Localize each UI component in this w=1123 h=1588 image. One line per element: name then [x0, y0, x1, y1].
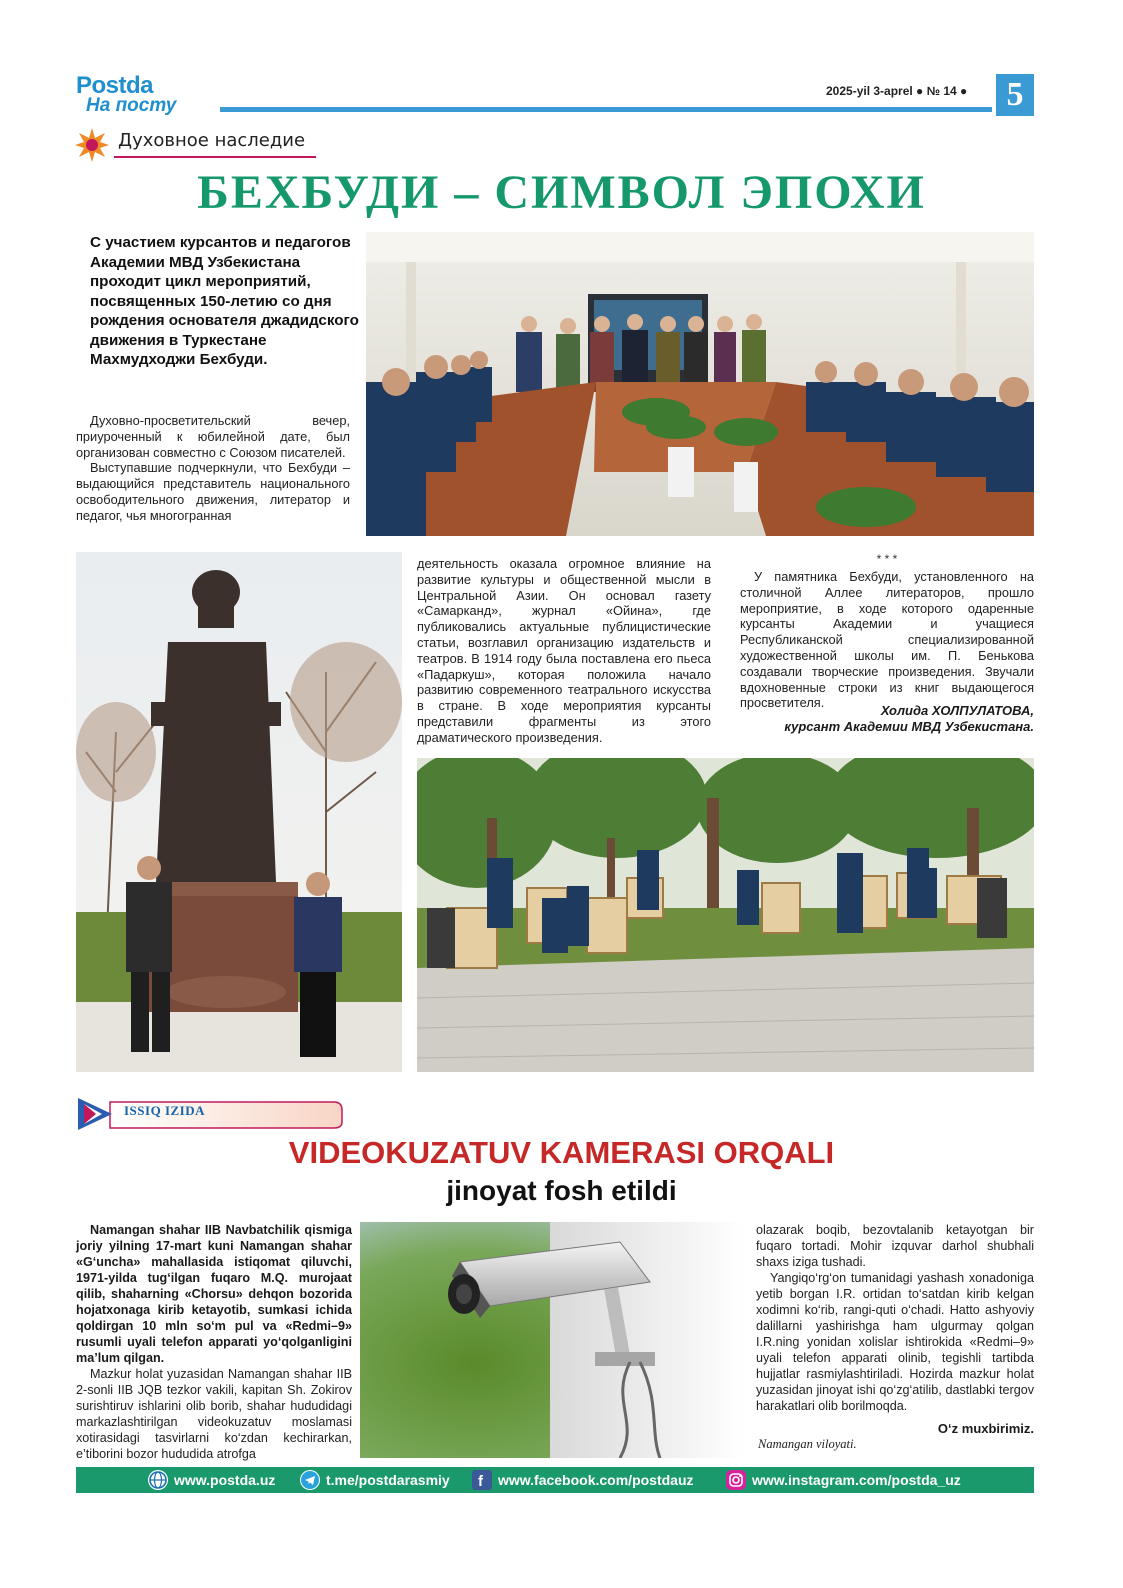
page-number: 5 — [996, 74, 1034, 116]
article-lead: С участием курсантов и педагогов Академии МВД Узбекистана проходит цикл мероприятий, посвященных 150-летию со дня рождения основателя джадидского движения в Туркестане Махмудходжи Бехбуди. — [90, 234, 359, 368]
section-separator: * * * — [876, 552, 898, 566]
article-column-2 — [417, 556, 711, 746]
footer-bar — [76, 1467, 1034, 1493]
article2-subheadline: jinoyat fosh etildi — [446, 1175, 677, 1206]
telegram-icon — [300, 1470, 320, 1490]
newspaper-logo — [76, 74, 176, 115]
rubric-label-2: ISSIQ IZIDA — [124, 1103, 206, 1118]
article2-lead: Namangan shahar IIB Navbatchilik qismiga joriy yilning 17-mart kuni Namangan shahar «G‘uncha» mahallasida istiqomat qiluvchi, 1971-yilda tug‘ilgan fuqaro M.Q. murojaat qilib, shaharning «Chorsu» dehqon bozorida hojatxonaga kirib ketayotib, sumkasi ichida qoldirgan 10 mln so‘m pul va «Redmi–9» rusumli uyali telefon apparati yo‘qolganligini ma’lum qilgan. — [76, 1223, 352, 1365]
issue-info: 2025-yil 3-aprel ● № 14 ● — [826, 84, 968, 98]
paragraph: деятельность оказала огромное влияние на развитие культуры и общественной мысли в Центральной Азии. Он основал газету «Самарканд», журнал «Ойина», где публиковались актуальные публицистические статьи, возглавил организацию издательств и театров. В 1914 году была поставлена его пьеса «Падаркуш», которая положила начало развитию современного театрального искусства в стране. В ходе мероприятия курсанты представили фрагменты из этого драматического произведения. — [417, 556, 711, 745]
rubric-underline — [114, 156, 316, 158]
footer-instagram-link[interactable] — [726, 1467, 961, 1493]
article-column-1 — [76, 413, 350, 524]
footer-facebook-text: www.facebook.com/postdauz — [498, 1472, 694, 1488]
instagram-icon — [726, 1470, 746, 1490]
author-title: курсант Академии МВД Узбекистана. — [784, 719, 1034, 734]
logo-title: Postda — [76, 72, 154, 99]
article2-headline: VIDEOKUZATUV KAMERASI ORQALI — [288, 1135, 835, 1170]
article2-column-2 — [756, 1222, 1034, 1414]
rubric-tag-shape — [76, 1096, 344, 1132]
footer-instagram-text: www.instagram.com/postda_uz — [752, 1472, 961, 1488]
article-headline: БЕХБУДИ – СИМВОЛ ЭПОХИ — [197, 166, 926, 219]
paragraph: olazarak boqib, bezovtalanib ketayotgan bir fuqaro tortadi. Mohir izquvar darhol shubhali shaxs iziga tushadi. — [756, 1223, 1034, 1269]
author-signature — [740, 703, 1034, 735]
rubric-star-icon — [74, 127, 110, 163]
photo-park-easels — [417, 758, 1034, 1072]
article-column-3 — [740, 569, 1034, 711]
header-rule — [220, 107, 992, 112]
footer-facebook-link[interactable] — [472, 1467, 694, 1493]
author-name: Холида ХОЛПУЛАТОВА, — [880, 703, 1034, 718]
footer-website-link[interactable] — [148, 1467, 275, 1493]
photo-conference-room — [366, 232, 1034, 536]
paragraph: Yangiqo‘rg‘on tumanidagi yashash xonadoniga yetib borgan I.R. ortidan to‘satdan kirib kelgan xodimni ko‘rib, rangi-quti o‘chadi. Hatto ashyoviy dalillarni yashirishga ham ulgurmay qolgan I.R.ning yonidan xolislar ishtirokida «Redmi–9» uyali telefon apparati olinib, tegishli tartibda hujjatlar rasmiylashtiriladi. Hozirda mazkur holat yuzasidan jinoyat ishi qo‘zg‘atilib, dastlabki tergov harakatlari olib borilmoqda. — [756, 1271, 1034, 1413]
logo-subtitle: На посту — [86, 95, 177, 116]
paragraph: Выступавшие подчеркнули, что Бехбуди – выдающийся представитель национального освободительного движения, литератор и педагог, чья многогранная — [76, 460, 350, 523]
paragraph: Mazkur holat yuzasidan Namangan shahar IIB 2-sonli IIB JQB tezkor vakili, kapitan Sh. Zokirov surishtiruv ishlarini olib borib, shahar hududidagi markazlashtirilgan videokuzatuv moslamasi xotirasidagi tasvirlarni ko‘zdan kechirarkan, e’tiborini bozor hududida atrofga — [76, 1367, 352, 1461]
photo-behbudi-monument — [76, 552, 402, 1072]
article2-signature: O‘z muxbirimiz. — [937, 1421, 1034, 1436]
article2-column-1 — [76, 1366, 352, 1462]
footer-telegram-text: t.me/postdarasmiy — [326, 1472, 450, 1488]
photo-cctv-camera — [360, 1222, 744, 1458]
footer-telegram-link[interactable] — [300, 1467, 450, 1493]
article2-place: Namangan viloyati. — [758, 1437, 857, 1451]
svg-text:f: f — [478, 1473, 483, 1490]
facebook-icon — [472, 1470, 492, 1490]
rubric-label: Духовное наследие — [118, 130, 306, 151]
footer-website-text: www.postda.uz — [174, 1472, 276, 1488]
paragraph: Духовно-просветительский вечер, приуроченный к юбилейной дате, был организован совместно с Союзом писателей. — [76, 413, 350, 460]
paragraph: У памятника Бехбуди, установленного на столичной Аллее литераторов, прошло мероприятие, в ходе которого одаренные курсанты Академии и учащиеся Республиканской специализированной художественной школы им. П. Бенькова создавали творческие произведения. Звучали вдохновенные строки из книг выдающегося просветителя. — [740, 569, 1034, 711]
globe-icon — [148, 1470, 168, 1490]
